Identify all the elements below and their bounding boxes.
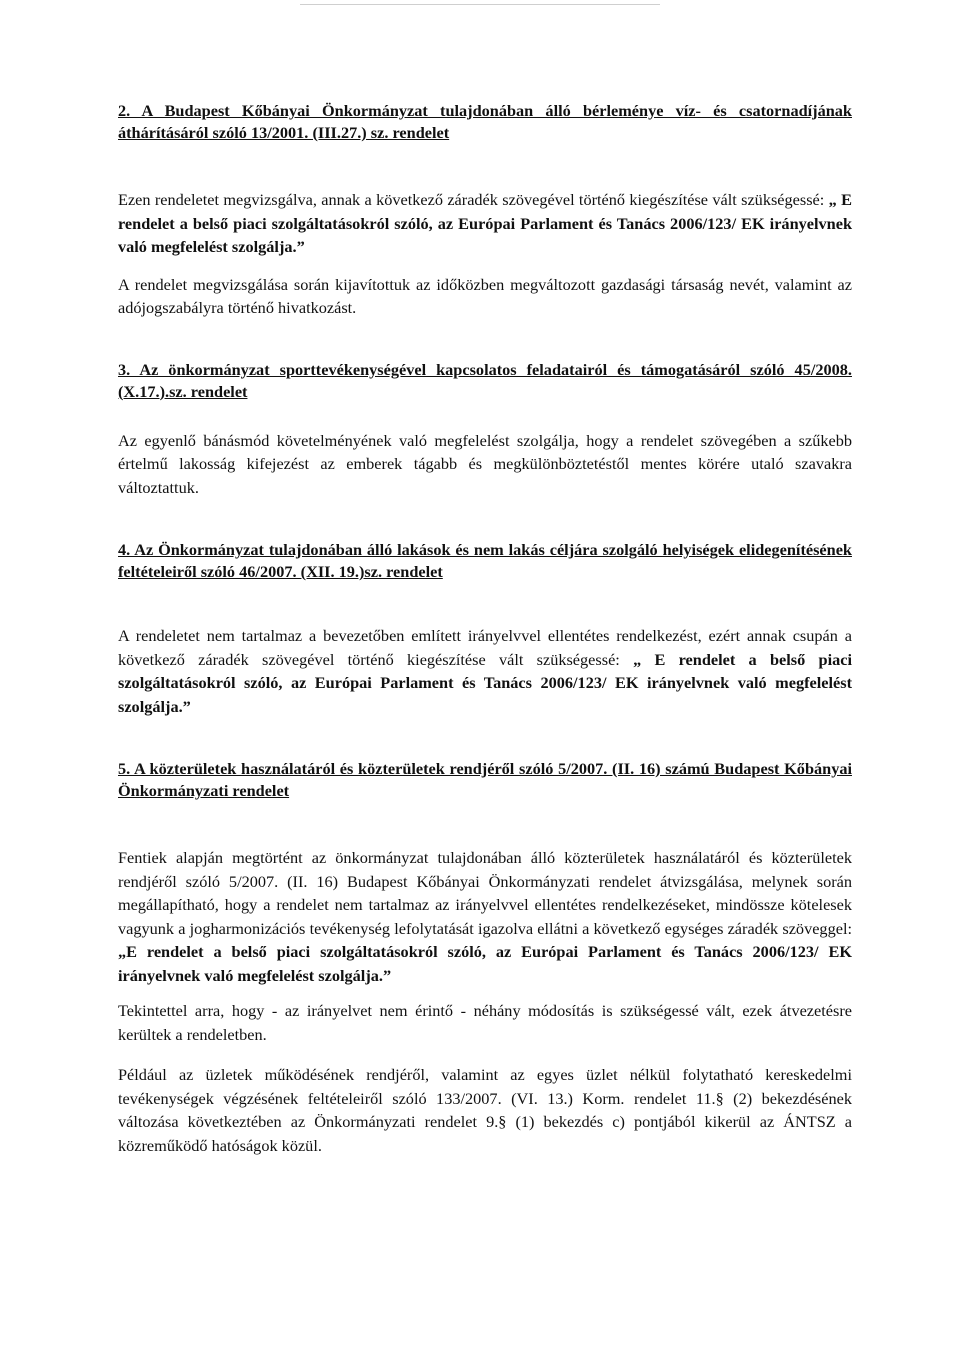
section-4 — [118, 539, 852, 718]
section-2-heading: 2. A Budapest Kőbányai Önkormányzat tulajdonában álló bérleménye víz- és csatornadíjának áthárításáról szóló 13/2001. (III.27.) sz. rendelet — [118, 101, 852, 142]
section-2-clause-bold: „ E rendelet a belső piaci szolgáltatásokról szóló, az Európai Parlament és Tanács 2006/123/ EK irányelvnek való megfelelést szolgálja.” — [118, 190, 852, 256]
section-5-paragraph-1 — [118, 846, 852, 987]
scan-top-rule — [300, 4, 660, 5]
section-5-clause-bold: „E rendelet a belső piaci szolgáltatásokról szóló, az Európai Parlament és Tanács 2006/123/ EK irányelvnek való megfelelést szolgálja.” — [118, 942, 852, 985]
section-3-heading: 3. Az önkormányzat sporttevékenységével kapcsolatos feladatairól és támogatásáról szóló 45/2008.(X.17.).sz. rendelet — [118, 359, 852, 401]
section-2 — [118, 100, 852, 320]
section-3-paragraph-1: Az egyenlő bánásmód követelményének való megfelelést szolgálja, hogy a rendelet szövegében a szűkebb értelmű lakosság kifejezést az emberek tágabb és megkülönböztetéstől mentes körére utaló szavakra változtattuk. — [118, 430, 852, 497]
section-2-paragraph-1-text: Ezen rendeletet megvizsgálva, annak a következő záradék szövegével történő kiegészítése vált szükségessé: — [118, 190, 829, 209]
section-4-clause-bold: „ E rendelet a belső piaci szolgáltatásokról szóló, az Európai Parlament és Tanács 2006/123/ EK irányelvnek való megfelelést szolgálja.” — [118, 649, 852, 716]
section-3 — [118, 359, 852, 500]
section-5-paragraph-3: Például az üzletek működésének rendjéről, valamint az egyes üzlet nélkül folytatható kereskedelmi tevékenységek végzésének feltételeiről szóló 133/2007. (VI. 13.) Korm. rendelet 11.§ (2) bekezdésének változása következtében az Önkormányzati rendelet 9.§ (1) bekezdés c) pontjából kikerül az ÁNTSZ a közreműködő hatóságok közül. — [118, 1065, 852, 1155]
section-5-paragraph-1-text: Fentiek alapján megtörtént az önkormányzat tulajdonában álló közterületek használatáról és közterületek rendjéről szóló 5/2007. (II. 16) Budapest Kőbányai Önkormányzati rendelet átvizsgálása, melynek során megállapítható, hogy a rendelet nem tartalmaz az irányelvvel ellentétes rendelkezéseket, mindössze kötelesek vagyunk a jogharmonizációs tevékenység lefolytatását igazolva ellátni a következő egységes záradék szöveggel: — [118, 848, 852, 938]
section-2-paragraph-1 — [118, 188, 852, 259]
section-5 — [118, 758, 852, 1157]
section-4-paragraph-1-text: A rendeletet nem tartalmaz a bevezetőben említett irányelvvel ellentétes rendelkezést, ezért annak csupán a következő záradék szövegével történő kiegészítése vált szükségessé: — [118, 626, 852, 669]
document-page — [118, 100, 852, 1157]
section-5-heading: 5. A közterületek használatáról és közterületek rendjéről szóló 5/2007. (II. 16) számú Budapest Kőbányai Önkormányzati rendelet — [118, 759, 852, 800]
section-2-paragraph-2: A rendelet megvizsgálása során kijavítottuk az időközben megváltozott gazdasági társaság nevét, valamint az adójogszabályra történő hivatkozást. — [118, 274, 852, 317]
section-5-paragraph-2: Tekintettel arra, hogy - az irányelvet nem érintő - néhány módosítás is szükségessé vált, ezek átvezetésre kerültek a rendeletben. — [118, 1001, 852, 1044]
section-4-heading: 4. Az Önkormányzat tulajdonában álló lakások és nem lakás céljára szolgáló helyiségek elidegenítésének feltételeiről szóló 46/2007. (XII. 19.)sz. rendelet — [118, 540, 852, 581]
section-4-paragraph-1 — [118, 624, 852, 718]
